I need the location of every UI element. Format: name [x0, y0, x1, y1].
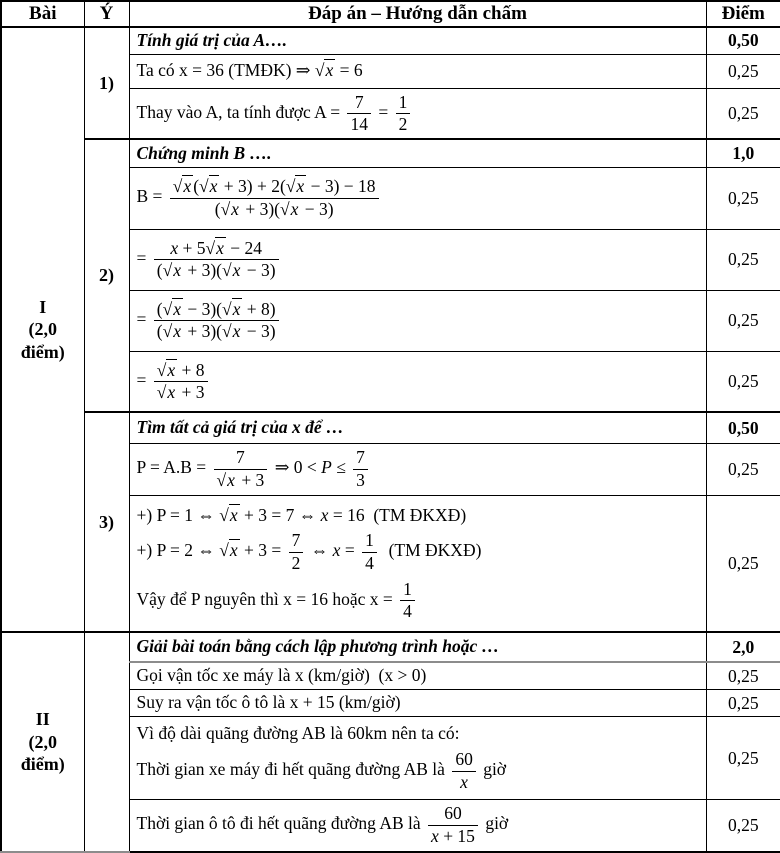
part-label-3: 3) — [84, 412, 129, 632]
points-cell: 0,50 — [706, 412, 780, 443]
answer-cell: Tìm tất cả giá trị của x để … — [129, 412, 706, 443]
points-cell: 1,0 — [706, 139, 780, 167]
header-row — [1, 1, 780, 27]
points-cell: 2,0 — [706, 632, 780, 662]
answer-cell: Thay vào A, ta tính được A = $\frac{7}{14}$ = $\frac{1}{2}$ — [129, 88, 706, 139]
part-label-2: 2) — [84, 139, 129, 412]
answer-cell: Ta có x = 36 (TMĐK) ⇒ √x = 6 — [129, 54, 706, 88]
answer-cell: Giải bài toán bằng cách lập phương trình hoặc … — [129, 632, 706, 662]
section-label-I: I (2,0 điểm) — [1, 27, 84, 632]
table-row — [1, 412, 780, 443]
points-cell: 0,25 — [706, 690, 780, 717]
points-cell: 0,25 — [706, 443, 780, 495]
answer-cell: = $\frac{(√x - 3)(√x + 8)}{(√x + 3)(√x - 3)}$ — [129, 290, 706, 351]
points-cell: 0,25 — [706, 167, 780, 229]
header-cell-dapan: Đáp án – Hướng dẫn chấm — [129, 1, 706, 27]
points-cell: 0,25 — [706, 290, 780, 351]
answer-cell: Suy ra vận tốc ô tô là x + 15 (km/giờ) — [129, 690, 706, 717]
points-cell: 0,25 — [706, 717, 780, 800]
answer-cell: B = $\frac{√x (√x + 3) + 2(√x - 3) - 18}{(√x + 3)(√x - 3)}$ — [129, 167, 706, 229]
header-cell-bai: Bài — [1, 1, 84, 27]
table-row — [1, 632, 780, 662]
answer-cell: = $\frac{√x + 8}{√x + 3}$ — [129, 351, 706, 412]
answer-cell: = $\frac{x + 5√x - 24}{(√x + 3)(√x - 3)}$ — [129, 229, 706, 290]
part-label-1: 1) — [84, 27, 129, 139]
answer-cell: Thời gian ô tô đi hết quãng đường AB là $\frac{60}{x + 15}$ giờ — [129, 800, 706, 852]
answer-cell: Gọi vận tốc xe máy là x (km/giờ) (x > 0) — [129, 662, 706, 689]
points-cell: 0,25 — [706, 495, 780, 632]
table-row — [1, 27, 780, 54]
section-label-II: II (2,0 điểm) — [1, 632, 84, 851]
answer-cell: +) P = 1 ⇔ √x + 3 = 7 ⇔ x = 16 (TM ĐKXĐ) +) P = 2 ⇔ √x + 3 = $\frac{7}{2}$ ⇔ x = $\frac{1}{4}$ (TM ĐKXĐ) Vậy để P nguyên thì x = 16 hoặc x = $\frac{1}{4}$ — [129, 495, 706, 632]
answer-cell: Vì độ dài quãng đường AB là 60km nên ta có: Thời gian xe máy đi hết quãng đường AB là $\frac{60}{x}$ giờ — [129, 717, 706, 800]
header-cell-diem: Điểm — [706, 1, 780, 27]
part-label-empty — [84, 632, 129, 851]
points-cell: 0,25 — [706, 662, 780, 689]
points-cell: 0,25 — [706, 800, 780, 852]
points-cell: 0,50 — [706, 27, 780, 54]
answer-cell: Chứng minh B …. — [129, 139, 706, 167]
points-cell: 0,25 — [706, 54, 780, 88]
header-cell-y: Ý — [84, 1, 129, 27]
points-cell: 0,25 — [706, 351, 780, 412]
answer-cell: P = A.B = $\frac{7}{√x + 3}$ ⇒ 0 < P ≤ $\frac{7}{3}$ — [129, 443, 706, 495]
points-cell: 0,25 — [706, 229, 780, 290]
answer-cell: Tính giá trị của A…. — [129, 27, 706, 54]
table-row — [1, 139, 780, 167]
points-cell: 0,25 — [706, 88, 780, 139]
